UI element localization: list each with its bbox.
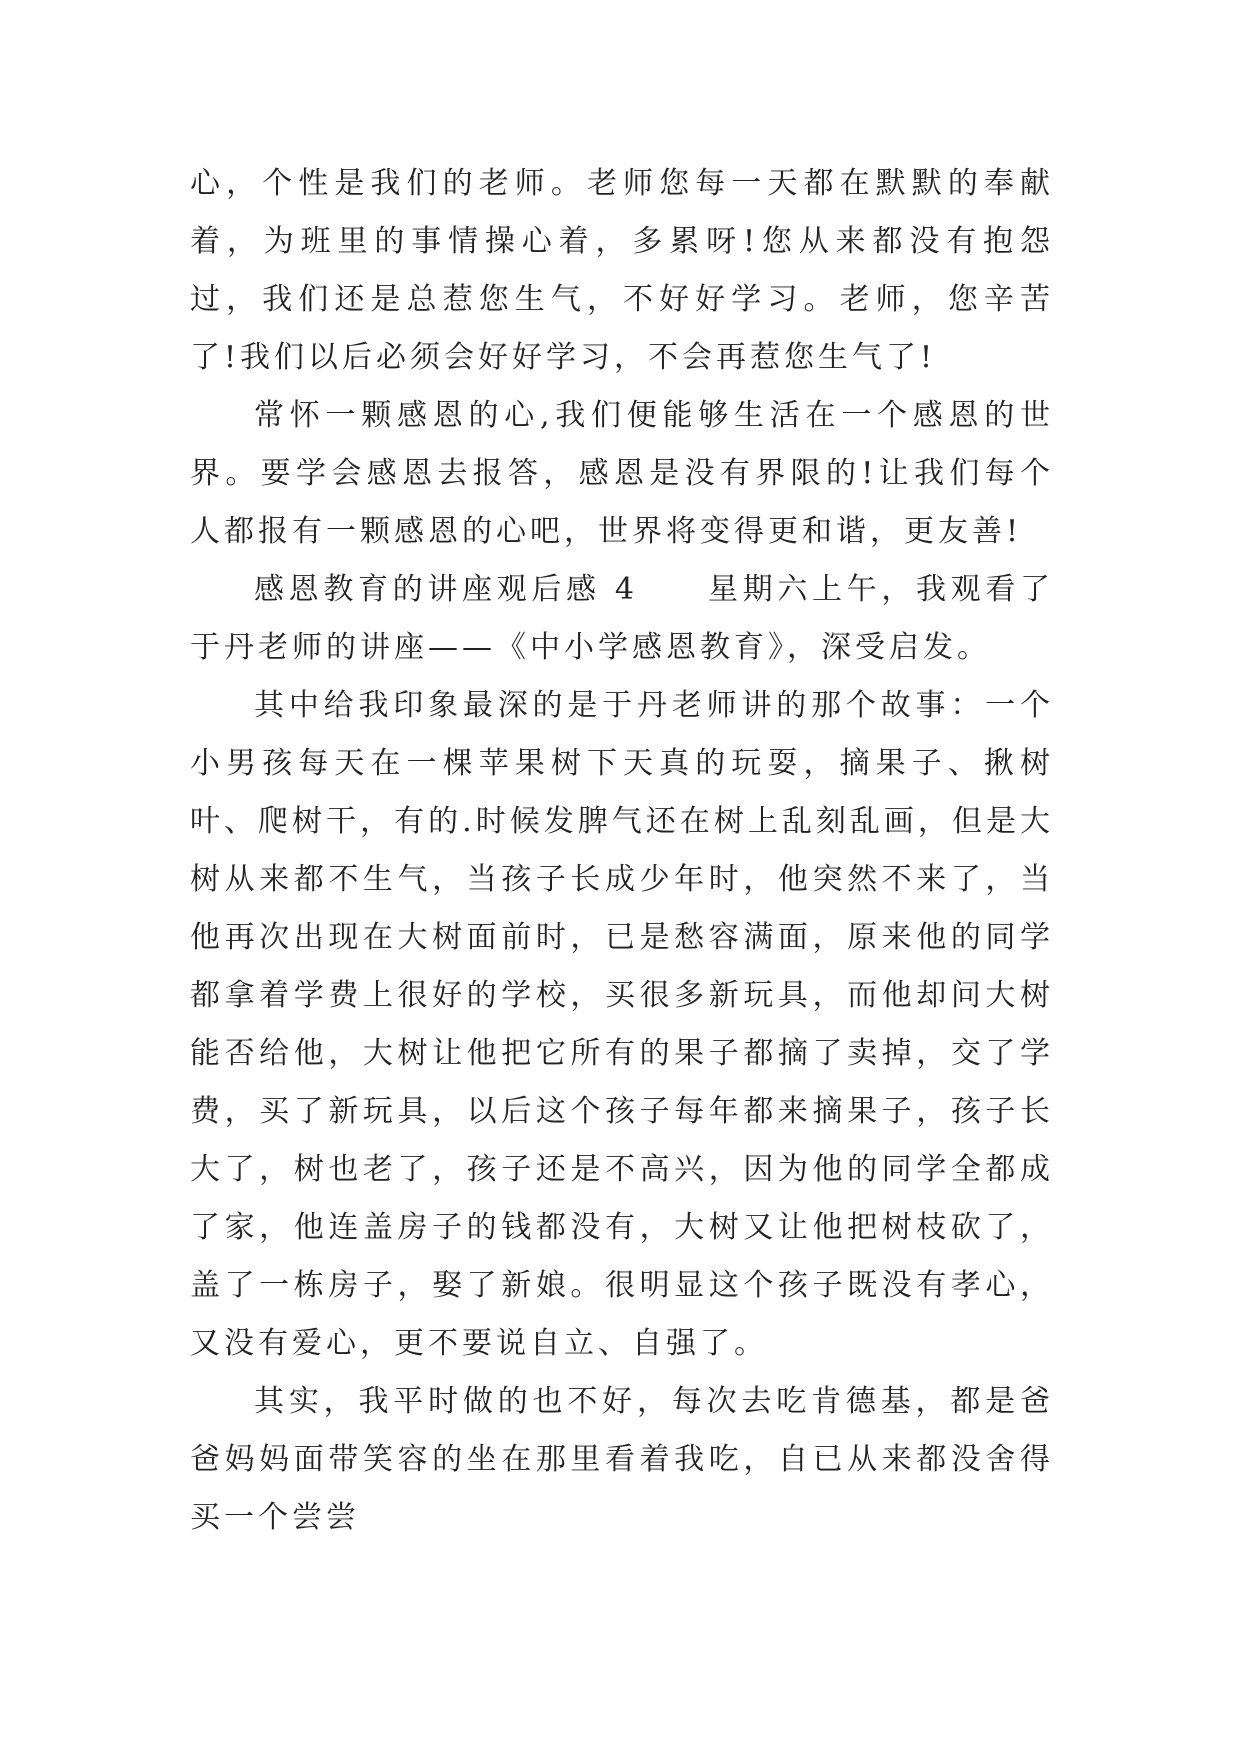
paragraph-continuation: 心，个性是我们的老师。老师您每一天都在默默的奉献着，为班里的事情操心着，多累呀!您从来都没有抱怨过，我们还是总惹您生气，不好好学习。老师，您辛苦了!我们以后必须会好好学习，不会再惹您生气了! (190, 166, 1054, 375)
paragraph-gratitude-heart: 常怀一颗感恩的心,我们便能够生活在一个感恩的世界。要学会感恩去报答，感恩是没有界限的!让我们每个人都报有一颗感恩的心吧，世界将变得更和谐，更友善! (190, 398, 1054, 549)
paragraph-apple-tree-story: 其中给我印象最深的是于丹老师讲的那个故事：一个小男孩每天在一棵苹果树下天真的玩耍，摘果子、揪树叶、爬树干，有的.时候发脾气还在树上乱刻乱画，但是大树从来都不生气，当孩子长成少年时，他突然不来了，当他再次出现在大树面前时，已是愁容满面，原来他的同学都拿着学费上很好的学校，买很多新玩具，而他却问大树能否给他，大树让他把它所有的果子都摘了卖掉，交了学费，买了新玩具，以后这个孩子每年都来摘果子，孩子长大了，树也老了，孩子还是不高兴，因为他的同学全都成了家，他连盖房子的钱都没有，大树又让他把树枝砍了，盖了一栋房子，娶了新娘。很明显这个孩子既没有孝心，又没有爱心，更不要说自立、自强了。 (190, 688, 1054, 1361)
document-page (190, 155, 1054, 1547)
paragraph-reflection: 其实，我平时做的也不好，每次去吃肯德基，都是爸爸妈妈面带笑容的坐在那里看着我吃，自已从来都没舍得买一个尝尝 (190, 1384, 1054, 1535)
paragraph-lecture-intro: 感恩教育的讲座观后感 4 星期六上午，我观看了于丹老师的讲座——《中小学感恩教育》，深受启发。 (190, 572, 1054, 665)
